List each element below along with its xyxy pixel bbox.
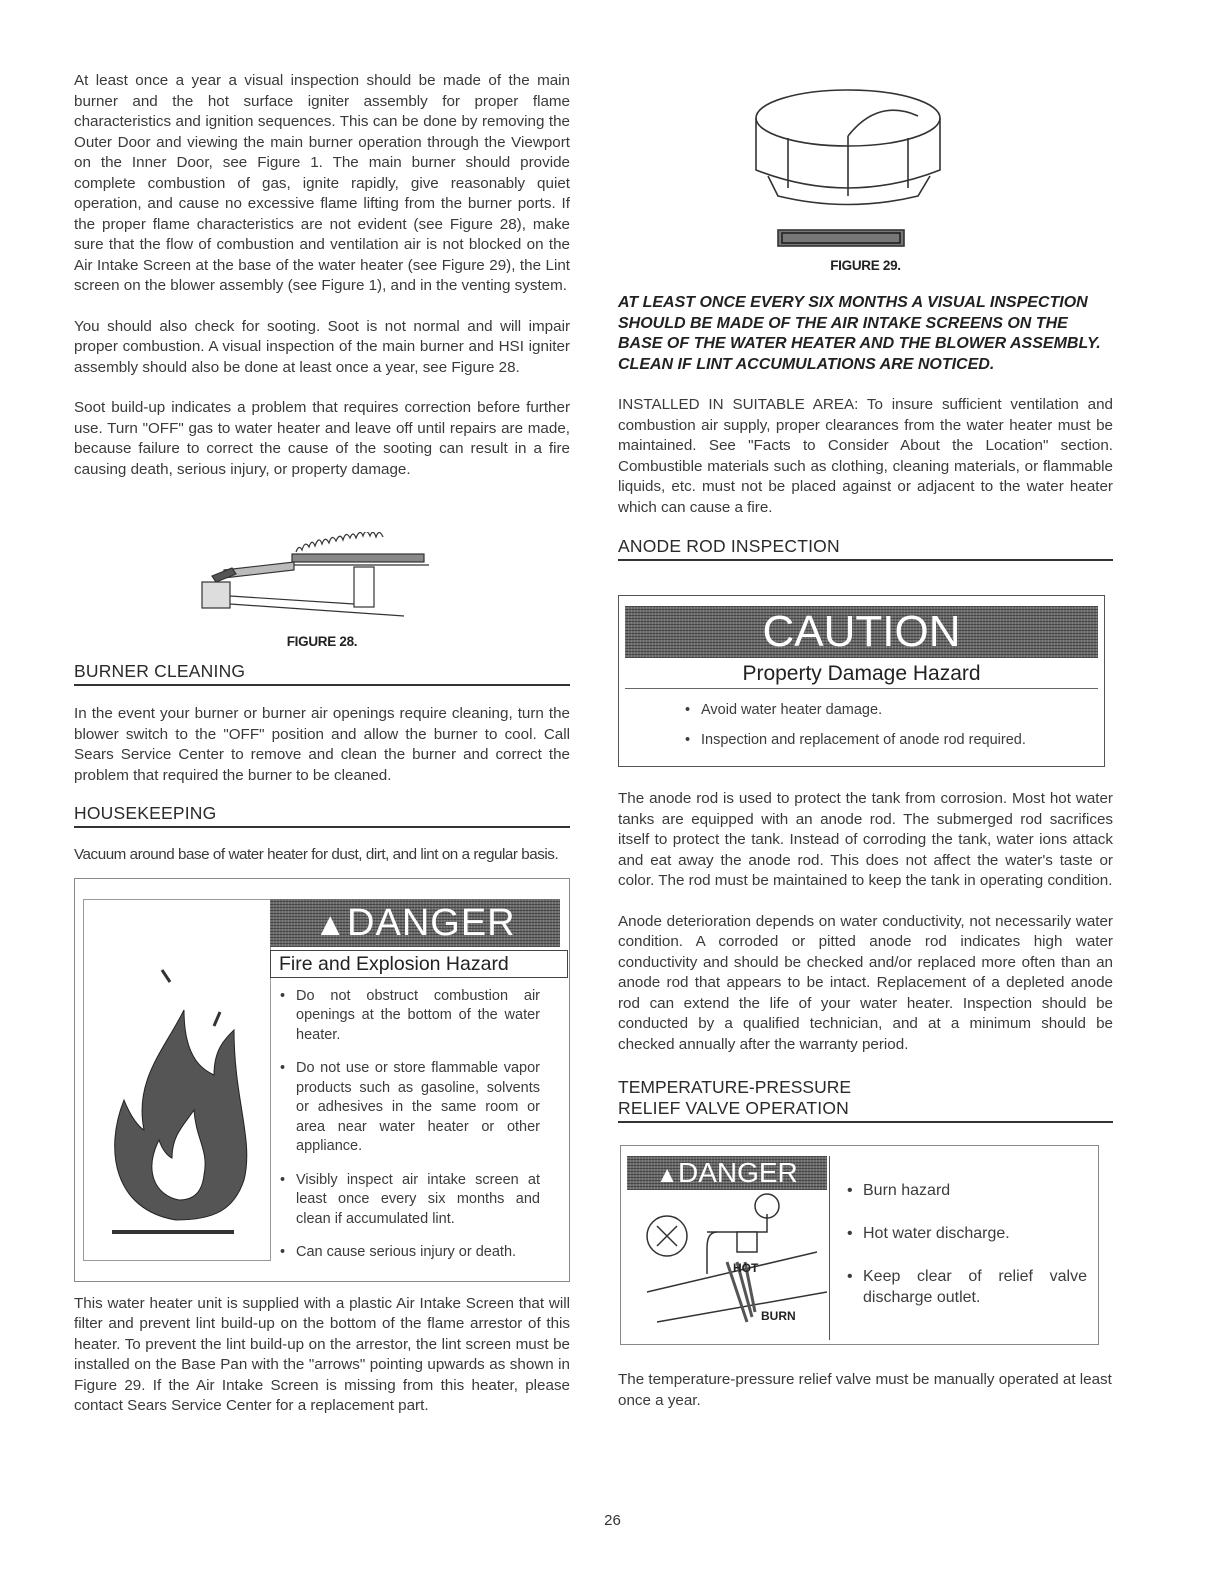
caution-signal-panel (625, 606, 1098, 658)
anode-paragraph-1: The anode rod is used to protect the tank from corrosion. Most hot water tanks are equipped with an anode rod. The submerged rod sacrifices itself to protect the tank. Instead of corroding the tank, water ions attack and eat away the anode rod. This does not affect the water's taste or color. The rod must be maintained to keep the tank in operating condition. (618, 790, 1113, 889)
warning-triangle-icon: ▲ (656, 1162, 678, 1187)
caution-bullet: • Inspection and replacement of anode rod required. (675, 731, 1075, 751)
danger2-bullet: • Burn hazard (837, 1180, 1087, 1201)
tp-valve-paragraph: The temperature-pressure relief valve must be manually operated at least once a year. (618, 1371, 1112, 1409)
danger-bullet: • Do not obstruct combustion air openings at the bottom of the water heater. (270, 987, 540, 1046)
hot-label: HOT (733, 1261, 759, 1275)
caution-signal-word: CAUTION (762, 607, 961, 656)
soot-warning-paragraph: Soot build-up indicates a problem that requires correction before further use. Turn "OFF" gas to water heater and leave off until repairs are made, because failure to correct the cause of the sooting can result in a fire causing death, serious injury, or property damage. (74, 399, 570, 478)
tp-valve-heading-line-2: RELIEF VALVE OPERATION (618, 1098, 1113, 1123)
burner-cleaning-text: In the event your burner or burner air openings require cleaning, turn the blower switch to the "OFF" position and allow the burner to cool. Call Sears Service Center to remove and clean the burner and correct the problem that required the burner to be cleaned. (74, 705, 570, 784)
burner-cleaning-heading: BURNER CLEANING (74, 661, 570, 686)
danger-burn-box (620, 1145, 1099, 1345)
danger2-signal-word: ▲DANGER (656, 1157, 798, 1188)
danger-bullet-list (270, 987, 540, 1263)
relief-valve-burn-illustration (627, 1192, 827, 1338)
intro-paragraph: At least once a year a visual inspection should be made of the main burner and the hot surface igniter assembly for proper flame characteristics and ignition sequences. This can be done by removing the Outer Door and viewing the main burner operation through the Viewport on the Inner Door, see Figure 1. The main burner should provide complete combustion of gas, ignite rapidly, give reasonably quiet operation, and cause no excessive flame lifting from the burner ports. If the proper flame characteristics are not evident (see Figure 28), make sure that the flow of combustion and ventilation air is not blocked on the Air Intake Screen at the base of the water heater (see Figure 29), the Lint screen on the blower assembly (see Figure 1), and in the venting system. (74, 72, 570, 294)
air-intake-screen-paragraph: This water heater unit is supplied with a plastic Air Intake Screen that will filter and prevent lint build-up on the bottom of the flame arrestor of this heater. To prevent the lint build-up on the arrestor, the lint screen must be installed on the Base Pan with the "arrows" pointing upwards as shown in Figure 29. If the Air Intake Screen is missing from this heater, please contact Sears Service Center for a replacement part. (74, 1294, 570, 1414)
danger2-divider (829, 1156, 830, 1340)
caution-hazard-title: Property Damage Hazard (625, 660, 1098, 689)
installed-area-paragraph: INSTALLED IN SUITABLE AREA: To insure sufficient ventilation and combustion air supply, proper clearances from the water heater must be maintained. See "Facts to Consider About the Location" section. Combustible materials such as clothing, cleaning materials, or flammable liquids, etc. must not be placed against or adjacent to the water heater which can cause a fire. (618, 396, 1113, 516)
danger2-bullet: • Keep clear of relief valve discharge outlet. (837, 1266, 1087, 1308)
danger-hazard-title: Fire and Explosion Hazard (270, 950, 568, 978)
caution-bullet-list (675, 701, 1075, 750)
figure-28-burner-illustration (74, 532, 570, 622)
danger2-signal-panel (627, 1156, 827, 1190)
burn-label: BURN (761, 1309, 796, 1323)
left-column (74, 64, 570, 1417)
danger2-bullet-list (837, 1180, 1087, 1308)
inspection-warning: AT LEAST ONCE EVERY SIX MONTHS A VISUAL INSPECTION SHOULD BE MADE OF THE AIR INTAKE SCREENS ON THE BASE OF THE WATER HEATER AND THE BLOWER ASSEMBLY. CLEAN IF LINT ACCUMULATIONS ARE NOTICED. (618, 294, 1101, 373)
danger-bullet: • Can cause serious injury or death. (270, 1243, 540, 1263)
burner-drawing (74, 532, 570, 622)
caution-bullet: • Avoid water heater damage. (675, 701, 1075, 721)
danger-fire-box (74, 878, 570, 1282)
danger2-bullet: • Hot water discharge. (837, 1223, 1087, 1244)
page-number: 26 (604, 1512, 621, 1529)
figure-28-caption: FIGURE 28. (286, 634, 358, 649)
danger-bullet: • Do not use or store flammable vapor products such as gasoline, solvents or adhesives in the same room or area near water heater or other appliance. (270, 1059, 540, 1157)
sooting-paragraph: You should also check for sooting. Soot is not normal and will impair proper combustion. A visual inspection of the main burner and HSI igniter assembly should also be done at least once a year, see Figure 28. (74, 317, 570, 376)
fire-icon (83, 899, 271, 1261)
danger-bullet: • Visibly inspect air intake screen at least once every six months and clean if accumulated lint. (270, 1171, 540, 1230)
tp-valve-heading-line-1: TEMPERATURE-PRESSURE (618, 1077, 852, 1097)
danger-signal-word: ▲DANGER (314, 901, 516, 944)
anode-paragraph-2: Anode deterioration depends on water conductivity, not necessarily water condition. A corroded or pitted anode rod indicates high water conductivity and should be checked and/or replaced more often than an anode rod that appears to be intact. Replacement of a depleted anode rod can extend the life of your water heater. Inspection should be conducted by a qualified technician, and at a minimum should be checked annually after the warranty period. (618, 912, 1113, 1053)
right-column (618, 64, 1113, 1411)
housekeeping-heading: HOUSEKEEPING (74, 803, 570, 828)
warning-triangle-icon: ▲ (314, 905, 348, 942)
figure-29-air-intake-screen (748, 78, 978, 258)
housekeeping-text: Vacuum around base of water heater for dust, dirt, and lint on a regular basis. (74, 846, 559, 863)
caution-box (618, 595, 1105, 767)
figure-29-caption: FIGURE 29. (830, 258, 901, 273)
danger-signal-panel (270, 899, 560, 947)
anode-rod-heading: ANODE ROD INSPECTION (618, 536, 1113, 561)
